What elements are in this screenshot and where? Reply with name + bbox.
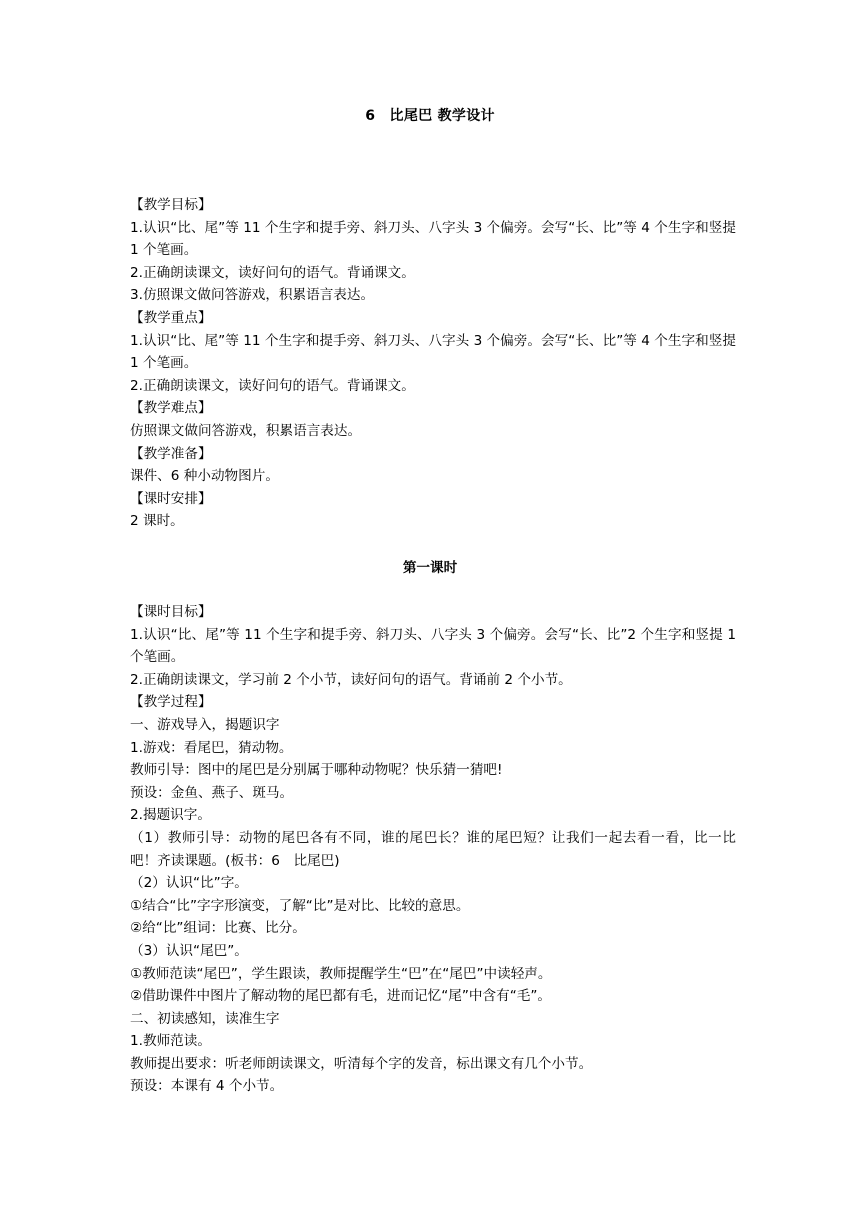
section-heading-2: 二、初读感知，读准生字	[130, 1010, 280, 1027]
first-lesson-content	[130, 601, 736, 1098]
paragraph-step-3b: ②借助课件中图片了解动物的尾巴都有毛，进而记忆“尾”中含有“毛”。	[130, 988, 551, 1005]
lesson-plan-overview	[130, 194, 736, 533]
paragraph-game: 1.游戏：看尾巴，猜动物。	[130, 739, 293, 756]
document-title: 6 比尾巴 教学设计	[365, 108, 495, 124]
paragraph-goal-1: 1.认识“比、尾”等 11 个生字和提手旁、斜刀头、八字头 3 个偏旁。会写“长、比”等 4 个生字和竖提 1 个笔画。	[130, 219, 736, 259]
paragraph-step-3a: ①教师范读“尾巴”，学生跟读，教师提醒学生“巴”在“尾巴”中读轻声。	[130, 965, 552, 982]
paragraph-preparation: 课件、6 种小动物图片。	[130, 468, 279, 485]
paragraph-reveal-title: 2.揭题识字。	[130, 807, 211, 824]
heading-teaching-process: 【教学过程】	[130, 694, 212, 711]
paragraph-preset-answer: 预设：金鱼、燕子、斑马。	[130, 784, 294, 801]
paragraph-goal-2: 2.正确朗读课文，读好问句的语气。背诵课文。	[130, 264, 415, 281]
heading-difficulties: 【教学难点】	[130, 400, 212, 417]
paragraph-goal-3: 3.仿照课文做问答游戏，积累语言表达。	[130, 287, 375, 304]
paragraph-step-3: （3）认识“尾巴”。	[130, 942, 248, 959]
paragraph-step-2a: ①结合“比”字字形演变，了解“比”是对比、比较的意思。	[130, 897, 470, 914]
paragraph-lesson-goal-2: 2.正确朗读课文，学习前 2 个小节，读好问句的语气。背诵前 2 个小节。	[130, 671, 572, 688]
paragraph-model-reading: 1.教师范读。	[130, 1033, 211, 1050]
paragraph-step-1: （1）教师引导：动物的尾巴各有不同，谁的尾巴长？谁的尾巴短？让我们一起去看一看，比一比吧！齐读课题。(板书：6 比尾巴)	[130, 829, 736, 869]
paragraph-key-point-1: 1.认识“比、尾”等 11 个生字和提手旁、斜刀头、八字头 3 个偏旁。会写“长、比”等 4 个生字和竖提 1 个笔画。	[130, 332, 736, 372]
paragraph-key-point-2: 2.正确朗读课文，读好问句的语气。背诵课文。	[130, 377, 415, 394]
paragraph-requirement: 教师提出要求：听老师朗读课文，听清每个字的发音，标出课文有几个小节。	[130, 1055, 593, 1072]
paragraph-step-2: （2）认识“比”字。	[130, 875, 248, 892]
heading-schedule: 【课时安排】	[130, 490, 212, 507]
paragraph-difficulty: 仿照课文做问答游戏，积累语言表达。	[130, 422, 362, 439]
section-heading-1: 一、游戏导入，揭题识字	[130, 716, 280, 733]
heading-lesson-goals: 【课时目标】	[130, 604, 212, 620]
paragraph-schedule: 2 课时。	[130, 513, 184, 530]
paragraph-teacher-guide: 教师引导：图中的尾巴是分别属于哪种动物呢？快乐猜一猜吧!	[130, 762, 503, 779]
heading-teaching-goals: 【教学目标】	[130, 197, 212, 213]
lesson-title: 第一课时	[402, 560, 458, 576]
paragraph-lesson-goal-1: 1.认识“比、尾”等 11 个生字和提手旁、斜刀头、八字头 3 个偏旁。会写“长、比”2 个生字和竖提 1 个笔画。	[130, 626, 736, 666]
paragraph-preset-sections: 预设：本课有 4 个小节。	[130, 1078, 284, 1095]
heading-key-points: 【教学重点】	[130, 309, 212, 326]
paragraph-step-2b: ②给“比”组词：比赛、比分。	[130, 920, 306, 937]
heading-preparation: 【教学准备】	[130, 445, 212, 462]
